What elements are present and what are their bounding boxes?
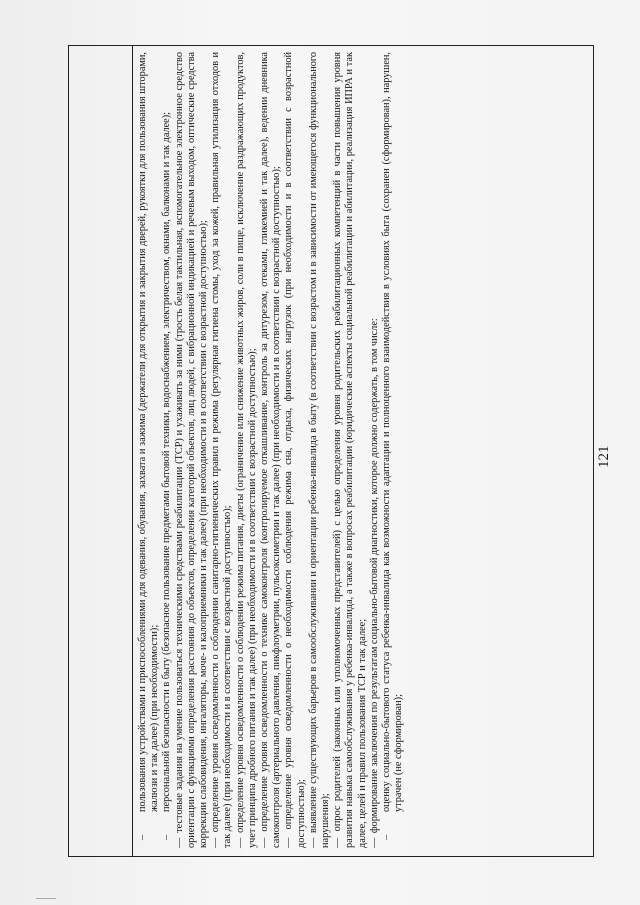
dash-marker: — (307, 837, 319, 848)
list-item-text: персональной безопасности в быту (безопасное пользование предметами бытовой техники, водоснабжением, электричеством, окнами, балконами и так далее); (161, 111, 173, 812)
list-item (235, 52, 259, 848)
list-item-text: выявление существующих барьеров в самообслуживании и ориентации ребенка-инвалида в быту (в соответствии с возрастом и в зависимости от имеющегося функционального нарушения); (307, 52, 332, 848)
list-item-text: пользования устройствами и приспособлениями для одевания, обувания, захвата и зажима (держатели для открытия и закрытия дверей, рукоятки для пользования шторами, жалюзи и так далее) (при необходимости); (137, 52, 161, 812)
list-item-text: формирование заключения по результатам социально-бытовой диагностики, которое должно содержать, в том числе: (368, 318, 380, 834)
list-item-text: опрос родителей (законных или уполномоченных представителей) с целью определения уровня родительских реабилитационных компетенций в части повышения уровня развития навыка самообслуживания у ребенка-инвалида, а также в вопросах реабилитации (юридические аспекты социальной реабилитации и абилитации, реализация ИПРА и так далее, целей и правил пользования ТСР и так далее; (332, 52, 368, 848)
table-cell-content (134, 48, 405, 852)
list-item (259, 52, 283, 848)
dash-marker: – (137, 834, 148, 840)
list-item (210, 52, 234, 848)
table-column-divider (132, 45, 133, 857)
list-item (174, 52, 211, 848)
dash-marker: — (368, 837, 380, 848)
list-item-text: определение уровня осведомленности о технике самоконтроля (контролируемое откашливание, контроль за дитурезом, отеками, гликемией и так далее), ведении дневника самоконтроля (артериального давления, пикфлоуметрии, пульсоксиметрии и так далее) (при необходимости и в соответствии с возрастной доступностью); (259, 52, 283, 848)
list-item-text: определение уровня осведомленности о необходимости соблюдения режима сна, отдыха, физических нагрузок (при необходимости и в соответствии с возрастной доступностью); (283, 52, 307, 848)
list-item (283, 52, 307, 848)
list-item (332, 52, 369, 848)
dash-marker: — (234, 837, 246, 848)
list-item (161, 52, 173, 848)
dash-marker: — (210, 837, 222, 848)
list-item (137, 52, 161, 848)
dash-marker: — (173, 837, 185, 848)
list-item (369, 52, 381, 848)
dash-marker: — (259, 837, 271, 848)
list-item-text: определение уровня осведомленности о соблюдении режима питания, диеты (ограничение или снижение животных жиров, соли в пище, исключение раздражающих продуктов, учет принципа дробного питания и так далее) (при необходимости и в соответствии с возрастной доступностью); (234, 52, 258, 848)
dash-marker: — (332, 837, 344, 848)
list-item-text: тестовые задания на умение пользоваться техническими средствами реабилитации (ТСР) и ухаживать за ними (трость белая тактильная, вспомогательное электронное средство ориентации с функциями определения расстояния до объектов, определения категорий объектов, лиц людей, с вибрационной индикацией и речевым выходом, оптические средства коррекции слабовидения, ингаляторы, моче- и калоприемники и так далее) (при необходимости и в соответствии с возрастной доступностью); (173, 52, 210, 848)
page-number: 121 (596, 445, 612, 468)
list-item (381, 52, 405, 848)
list-item (308, 52, 332, 848)
dash-marker: — (283, 837, 295, 848)
scan-artifact-line (36, 898, 56, 899)
dash-marker: – (381, 834, 393, 840)
list-item-text: определение уровня осведомленности о соблюдении санитарно-гигиенических правил и режима (регулярная гигиена стомы, уход за кожей, правильная утилизация отходов и так далее) (при необходимости и в соответствии с возрастной доступностью); (210, 51, 234, 848)
list-item-text: оценку социально-бытового статуса ребенка-инвалида как возможности адаптации и полноценного взаимодействия в условиях быта (сохранен (сформирован), нарушен, утрачен (не сформирован); (381, 52, 405, 812)
dash-marker: – (161, 834, 173, 840)
rotated-text-block (134, 48, 594, 852)
